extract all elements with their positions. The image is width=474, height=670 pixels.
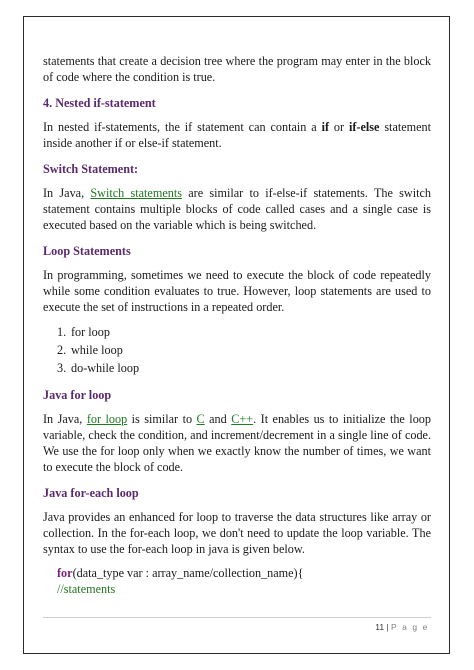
code-keyword-for: for	[57, 566, 73, 580]
for-text-post: . It enables us to initialize the loop variable, check the condition, and increment/decrement in a single line of code. We use the for loop only when we exactly know the number of times, we want to execute the block of code.	[43, 412, 431, 474]
list-item-number: 2.	[57, 343, 67, 357]
list-item	[43, 359, 431, 377]
for-text-mid2: and	[204, 412, 232, 426]
code-line	[57, 565, 431, 581]
nested-text-mid: or	[329, 120, 349, 134]
cpp-language-link[interactable]: C++	[231, 412, 254, 426]
for-loop-paragraph	[43, 411, 431, 475]
switch-text-post: are similar to if-else-if statements. The switch statement contains multiple blocks of code called cases and a single case is executed based on the variable which is being switched.	[43, 186, 432, 232]
nested-text-post: statement inside another if or else-if statement.	[43, 120, 432, 150]
footer-divider	[43, 617, 431, 618]
list-item	[43, 323, 431, 341]
list-item-label: while loop	[71, 343, 123, 357]
list-item-number: 3.	[57, 361, 67, 375]
heading-java-for-each-loop: Java for-each loop	[43, 486, 139, 500]
nested-keyword-if: if	[321, 120, 330, 134]
page-content	[43, 53, 431, 597]
nested-if-paragraph	[43, 119, 431, 151]
code-text: (data_type var : array_name/collection_name){	[72, 566, 304, 580]
loop-statements-paragraph: In programming, sometimes we need to execute the block of code repeatedly while some condition evaluates to true. However, loop statements are used to execute the set of instructions in a repeated order.	[43, 268, 431, 314]
nested-keyword-if-else: if-else	[348, 120, 380, 134]
nested-text-pre: In nested if-statements, the if statement can contain a	[43, 120, 322, 134]
for-each-paragraph: Java provides an enhanced for loop to traverse the data structures like array or collection. In the for-each loop, we don't need to update the loop variable. The syntax to use the for-each loop in java is given below.	[43, 510, 431, 556]
code-comment: //statements	[57, 582, 116, 596]
page-number: 11	[375, 622, 385, 632]
list-item-number: 1.	[57, 325, 67, 339]
for-text-mid1: is similar to	[127, 412, 197, 426]
code-snippet	[43, 565, 431, 597]
c-language-link[interactable]: C	[196, 412, 205, 426]
list-item-label: for loop	[71, 325, 110, 339]
switch-text-pre: In Java,	[43, 186, 91, 200]
switch-statements-link[interactable]: Switch statements	[90, 186, 182, 200]
list-item-label: do-while loop	[71, 361, 140, 375]
list-item	[43, 341, 431, 359]
footer-separator: |	[386, 622, 389, 632]
for-text-pre: In Java,	[43, 412, 87, 426]
page-label: P a g e	[391, 622, 429, 632]
intro-paragraph: statements that create a decision tree where the program may enter in the block of code where the condition is true.	[43, 54, 431, 84]
for-loop-link[interactable]: for loop	[86, 412, 128, 426]
loop-types-list	[43, 323, 431, 377]
switch-paragraph	[43, 185, 431, 233]
page-footer	[375, 622, 429, 632]
heading-loop-statements: Loop Statements	[43, 244, 131, 258]
heading-java-for-loop: Java for loop	[43, 388, 112, 402]
heading-switch: Switch Statement:	[43, 162, 139, 176]
heading-nested-if: 4. Nested if-statement	[43, 96, 156, 110]
